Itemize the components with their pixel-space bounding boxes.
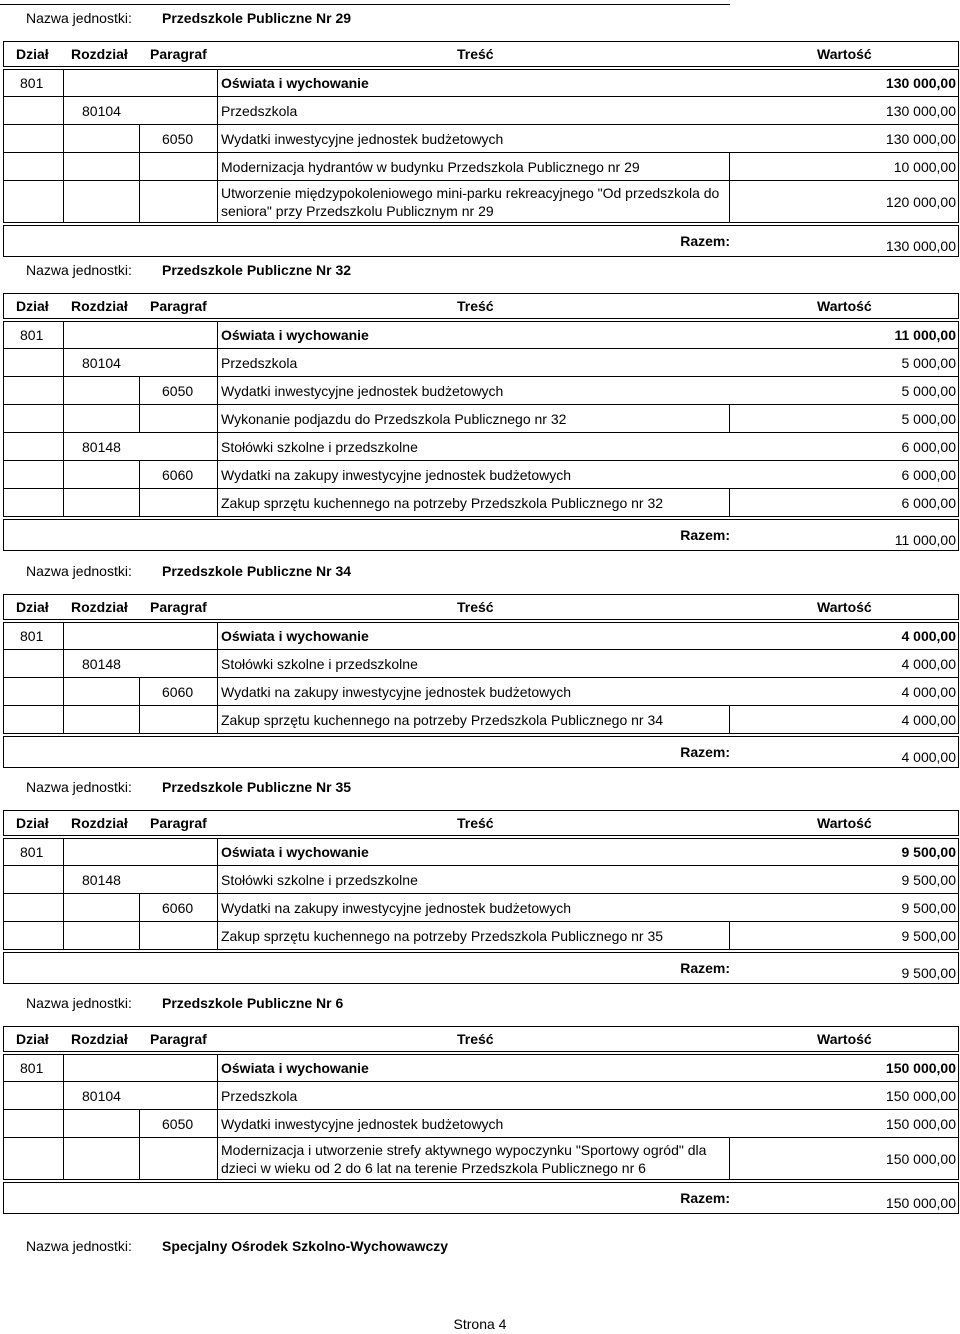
col-tresc: Treść [457, 298, 494, 314]
column-divider [217, 922, 218, 949]
top-rule [0, 4, 730, 5]
col-tresc: Treść [457, 815, 494, 831]
task-row [3, 153, 959, 181]
col-tresc: Treść [457, 1031, 494, 1047]
dzial-name: Oświata i wychowanie [221, 844, 369, 860]
paragraf-code: 6060 [162, 899, 194, 916]
paragraf-code: 6060 [162, 466, 194, 483]
unit-name: Przedszkole Publiczne Nr 32 [162, 262, 352, 278]
column-divider [139, 153, 140, 180]
razem-row [3, 225, 959, 257]
column-divider [217, 1055, 218, 1081]
column-divider [217, 433, 218, 460]
column-divider [217, 650, 218, 677]
column-divider [729, 153, 730, 180]
column-divider [729, 489, 730, 516]
column-divider [139, 377, 140, 404]
paragraf-row [3, 1110, 959, 1138]
unit-label: Nazwa jednostki: [26, 10, 132, 26]
column-divider [139, 125, 140, 152]
razem-label: Razem: [680, 1190, 730, 1206]
dzial-row [3, 321, 959, 349]
razem-value: 130 000,00 [885, 238, 956, 254]
razem-value: 9 500,00 [901, 965, 956, 981]
column-divider [139, 678, 140, 705]
column-divider [217, 153, 218, 180]
column-divider [63, 1138, 64, 1179]
column-divider [729, 922, 730, 949]
column-divider [217, 839, 218, 865]
rozdzial-name: Przedszkola [221, 102, 298, 119]
col-dzial: Dział [16, 599, 49, 615]
task-value: 150 000,00 [885, 1150, 956, 1167]
col-wartosc: Wartość [817, 46, 872, 62]
task-value: 4 000,00 [901, 711, 956, 728]
col-dzial: Dział [16, 46, 49, 62]
col-paragraf: Paragraf [150, 815, 207, 831]
paragraf-name: Wydatki inwestycyjne jednostek budżetowych [221, 130, 504, 147]
col-rozdzial: Rozdział [71, 815, 128, 831]
paragraf-code: 6050 [162, 1115, 194, 1132]
task-row [3, 706, 959, 734]
column-divider [729, 405, 730, 432]
dzial-name: Oświata i wychowanie [221, 75, 369, 91]
task-name: Zakup sprzętu kuchennego na potrzeby Przedszkola Publicznego nr 35 [221, 927, 664, 944]
rozdzial-row [3, 349, 959, 377]
task-name: Wykonanie podjazdu do Przedszkola Publicznego nr 32 [221, 410, 567, 427]
paragraf-name: Wydatki na zakupy inwestycyjne jednostek budżetowych [221, 466, 572, 483]
task-name: Zakup sprzętu kuchennego na potrzeby Przedszkola Publicznego nr 32 [221, 494, 664, 511]
col-paragraf: Paragraf [150, 46, 207, 62]
dzial-value: 9 500,00 [901, 844, 956, 860]
col-rozdzial: Rozdział [71, 46, 128, 62]
rozdzial-code: 80104 [82, 1087, 121, 1104]
column-divider [217, 894, 218, 921]
paragraf-value: 9 500,00 [901, 899, 956, 916]
rozdzial-name: Stołówki szkolne i przedszkolne [221, 438, 418, 455]
column-divider [217, 678, 218, 705]
task-name: Zakup sprzętu kuchennego na potrzeby Przedszkola Publicznego nr 34 [221, 711, 664, 728]
column-divider [217, 1138, 218, 1179]
dzial-value: 11 000,00 [894, 327, 956, 343]
col-rozdzial: Rozdział [71, 1031, 128, 1047]
col-wartosc: Wartość [817, 298, 872, 314]
column-divider [139, 405, 140, 432]
dzial-code: 801 [20, 844, 44, 860]
column-divider [63, 650, 64, 677]
column-divider [729, 181, 730, 222]
rozdzial-row [3, 866, 959, 894]
paragraf-name: Wydatki na zakupy inwestycyjne jednostek budżetowych [221, 683, 572, 700]
table-header [3, 293, 959, 319]
column-divider [217, 1082, 218, 1109]
column-divider [63, 405, 64, 432]
table-header [3, 594, 959, 620]
column-divider [729, 706, 730, 733]
column-divider [63, 1055, 64, 1081]
unit-header [0, 1236, 960, 1256]
unit-name: Specjalny Ośrodek Szkolno-Wychowawczy [162, 1238, 449, 1254]
col-dzial: Dział [16, 815, 49, 831]
rozdzial-code: 80104 [82, 102, 121, 119]
column-divider [63, 894, 64, 921]
dzial-value: 150 000,00 [885, 1060, 956, 1076]
unit-header [0, 561, 960, 581]
unit-name: Przedszkole Publiczne Nr 35 [162, 779, 352, 795]
dzial-row [3, 1054, 959, 1082]
rozdzial-row [3, 433, 959, 461]
col-dzial: Dział [16, 298, 49, 314]
dzial-code: 801 [20, 327, 44, 343]
column-divider [63, 839, 64, 865]
column-divider [63, 706, 64, 733]
col-paragraf: Paragraf [150, 1031, 207, 1047]
unit-header [0, 993, 960, 1013]
task-name: Utworzenie międzypokoleniowego mini-parku rekreacyjnego "Od przedszkola do seniora" przy Przedszkolu Publicznym nr 29 [221, 184, 720, 219]
column-divider [217, 97, 218, 124]
paragraf-row [3, 377, 959, 405]
column-divider [139, 894, 140, 921]
column-divider [217, 461, 218, 488]
razem-label: Razem: [680, 233, 730, 249]
task-row [3, 922, 959, 950]
table-header [3, 41, 959, 67]
column-divider [63, 97, 64, 124]
col-paragraf: Paragraf [150, 599, 207, 615]
task-value: 10 000,00 [893, 158, 956, 175]
razem-row [3, 952, 959, 984]
column-divider [139, 922, 140, 949]
rozdzial-value: 4 000,00 [901, 655, 956, 672]
paragraf-name: Wydatki inwestycyjne jednostek budżetowych [221, 382, 504, 399]
column-divider [63, 461, 64, 488]
column-divider [217, 706, 218, 733]
rozdzial-name: Stołówki szkolne i przedszkolne [221, 655, 418, 672]
task-value: 5 000,00 [901, 410, 956, 427]
column-divider [139, 489, 140, 516]
column-divider [63, 1110, 64, 1137]
rozdzial-value: 6 000,00 [901, 438, 956, 455]
dzial-name: Oświata i wychowanie [221, 1060, 369, 1076]
rozdzial-name: Przedszkola [221, 354, 298, 371]
table-header [3, 810, 959, 836]
paragraf-row [3, 461, 959, 489]
column-divider [63, 922, 64, 949]
rozdzial-value: 150 000,00 [885, 1087, 956, 1104]
col-paragraf: Paragraf [150, 298, 207, 314]
unit-name: Przedszkole Publiczne Nr 6 [162, 995, 344, 1011]
unit-label: Nazwa jednostki: [26, 779, 132, 795]
column-divider [139, 706, 140, 733]
unit-header [0, 777, 960, 797]
rozdzial-code: 80148 [82, 655, 121, 672]
task-value: 120 000,00 [885, 193, 956, 210]
column-divider [63, 623, 64, 649]
unit-label: Nazwa jednostki: [26, 563, 132, 579]
paragraf-row [3, 678, 959, 706]
paragraf-code: 6050 [162, 382, 194, 399]
dzial-value: 4 000,00 [901, 628, 956, 644]
unit-label: Nazwa jednostki: [26, 1238, 132, 1254]
column-divider [217, 623, 218, 649]
task-row [3, 489, 959, 517]
col-wartosc: Wartość [817, 1031, 872, 1047]
paragraf-row [3, 125, 959, 153]
paragraf-name: Wydatki na zakupy inwestycyjne jednostek budżetowych [221, 899, 572, 916]
table-header [3, 1026, 959, 1052]
task-value: 9 500,00 [901, 927, 956, 944]
unit-header [0, 8, 960, 28]
col-rozdzial: Rozdział [71, 599, 128, 615]
column-divider [139, 181, 140, 222]
column-divider [63, 433, 64, 460]
column-divider [217, 181, 218, 222]
column-divider [217, 405, 218, 432]
page-number: Strona 4 [453, 1316, 507, 1332]
rozdzial-code: 80148 [82, 438, 121, 455]
dzial-name: Oświata i wychowanie [221, 327, 369, 343]
paragraf-value: 5 000,00 [901, 382, 956, 399]
razem-value: 11 000,00 [894, 532, 956, 548]
rozdzial-value: 5 000,00 [901, 354, 956, 371]
column-divider [63, 125, 64, 152]
col-wartosc: Wartość [817, 815, 872, 831]
rozdzial-value: 9 500,00 [901, 871, 956, 888]
paragraf-code: 6060 [162, 683, 194, 700]
rozdzial-code: 80148 [82, 871, 121, 888]
rozdzial-row [3, 1082, 959, 1110]
column-divider [217, 70, 218, 96]
task-name: Modernizacja i utworzenie strefy aktywnego wypoczynku "Sportowy ogród" dla dzieci w wieku od 2 do 6 lat na terenie Przedszkola Publicznego nr 6 [221, 1141, 707, 1176]
unit-name: Przedszkole Publiczne Nr 34 [162, 563, 352, 579]
rozdzial-value: 130 000,00 [885, 102, 956, 119]
paragraf-value: 150 000,00 [885, 1115, 956, 1132]
column-divider [63, 322, 64, 348]
column-divider [139, 1138, 140, 1179]
paragraf-value: 4 000,00 [901, 683, 956, 700]
dzial-code: 801 [20, 1060, 44, 1076]
paragraf-name: Wydatki inwestycyjne jednostek budżetowych [221, 1115, 504, 1132]
task-row [3, 1138, 959, 1180]
column-divider [217, 866, 218, 893]
column-divider [63, 153, 64, 180]
column-divider [63, 349, 64, 376]
task-row [3, 181, 959, 223]
razem-label: Razem: [680, 527, 730, 543]
column-divider [63, 866, 64, 893]
task-value: 6 000,00 [901, 494, 956, 511]
rozdzial-row [3, 650, 959, 678]
dzial-code: 801 [20, 75, 44, 91]
dzial-row [3, 838, 959, 866]
razem-label: Razem: [680, 744, 730, 760]
col-tresc: Treść [457, 599, 494, 615]
paragraf-value: 6 000,00 [901, 466, 956, 483]
paragraf-row [3, 894, 959, 922]
paragraf-value: 130 000,00 [885, 130, 956, 147]
column-divider [729, 1138, 730, 1179]
column-divider [63, 489, 64, 516]
column-divider [217, 349, 218, 376]
razem-value: 4 000,00 [901, 749, 956, 765]
column-divider [139, 461, 140, 488]
razem-label: Razem: [680, 960, 730, 976]
column-divider [217, 377, 218, 404]
column-divider [63, 377, 64, 404]
column-divider [139, 1110, 140, 1137]
rozdzial-row [3, 97, 959, 125]
column-divider [217, 489, 218, 516]
column-divider [217, 1110, 218, 1137]
task-row [3, 405, 959, 433]
dzial-code: 801 [20, 628, 44, 644]
unit-label: Nazwa jednostki: [26, 262, 132, 278]
unit-name: Przedszkole Publiczne Nr 29 [162, 10, 352, 26]
task-name: Modernizacja hydrantów w budynku Przedszkola Publicznego nr 29 [221, 158, 640, 175]
col-rozdzial: Rozdział [71, 298, 128, 314]
dzial-value: 130 000,00 [885, 75, 956, 91]
paragraf-code: 6050 [162, 130, 194, 147]
col-tresc: Treść [457, 46, 494, 62]
razem-row [3, 519, 959, 551]
column-divider [63, 1082, 64, 1109]
razem-value: 150 000,00 [885, 1195, 956, 1211]
unit-header [0, 260, 960, 280]
dzial-row [3, 69, 959, 97]
razem-row [3, 1182, 959, 1214]
rozdzial-name: Przedszkola [221, 1087, 298, 1104]
column-divider [63, 70, 64, 96]
col-wartosc: Wartość [817, 599, 872, 615]
col-dzial: Dział [16, 1031, 49, 1047]
rozdzial-code: 80104 [82, 354, 121, 371]
column-divider [217, 125, 218, 152]
column-divider [63, 181, 64, 222]
column-divider [217, 322, 218, 348]
dzial-row [3, 622, 959, 650]
razem-row [3, 736, 959, 768]
dzial-name: Oświata i wychowanie [221, 628, 369, 644]
rozdzial-name: Stołówki szkolne i przedszkolne [221, 871, 418, 888]
column-divider [63, 678, 64, 705]
unit-label: Nazwa jednostki: [26, 995, 132, 1011]
